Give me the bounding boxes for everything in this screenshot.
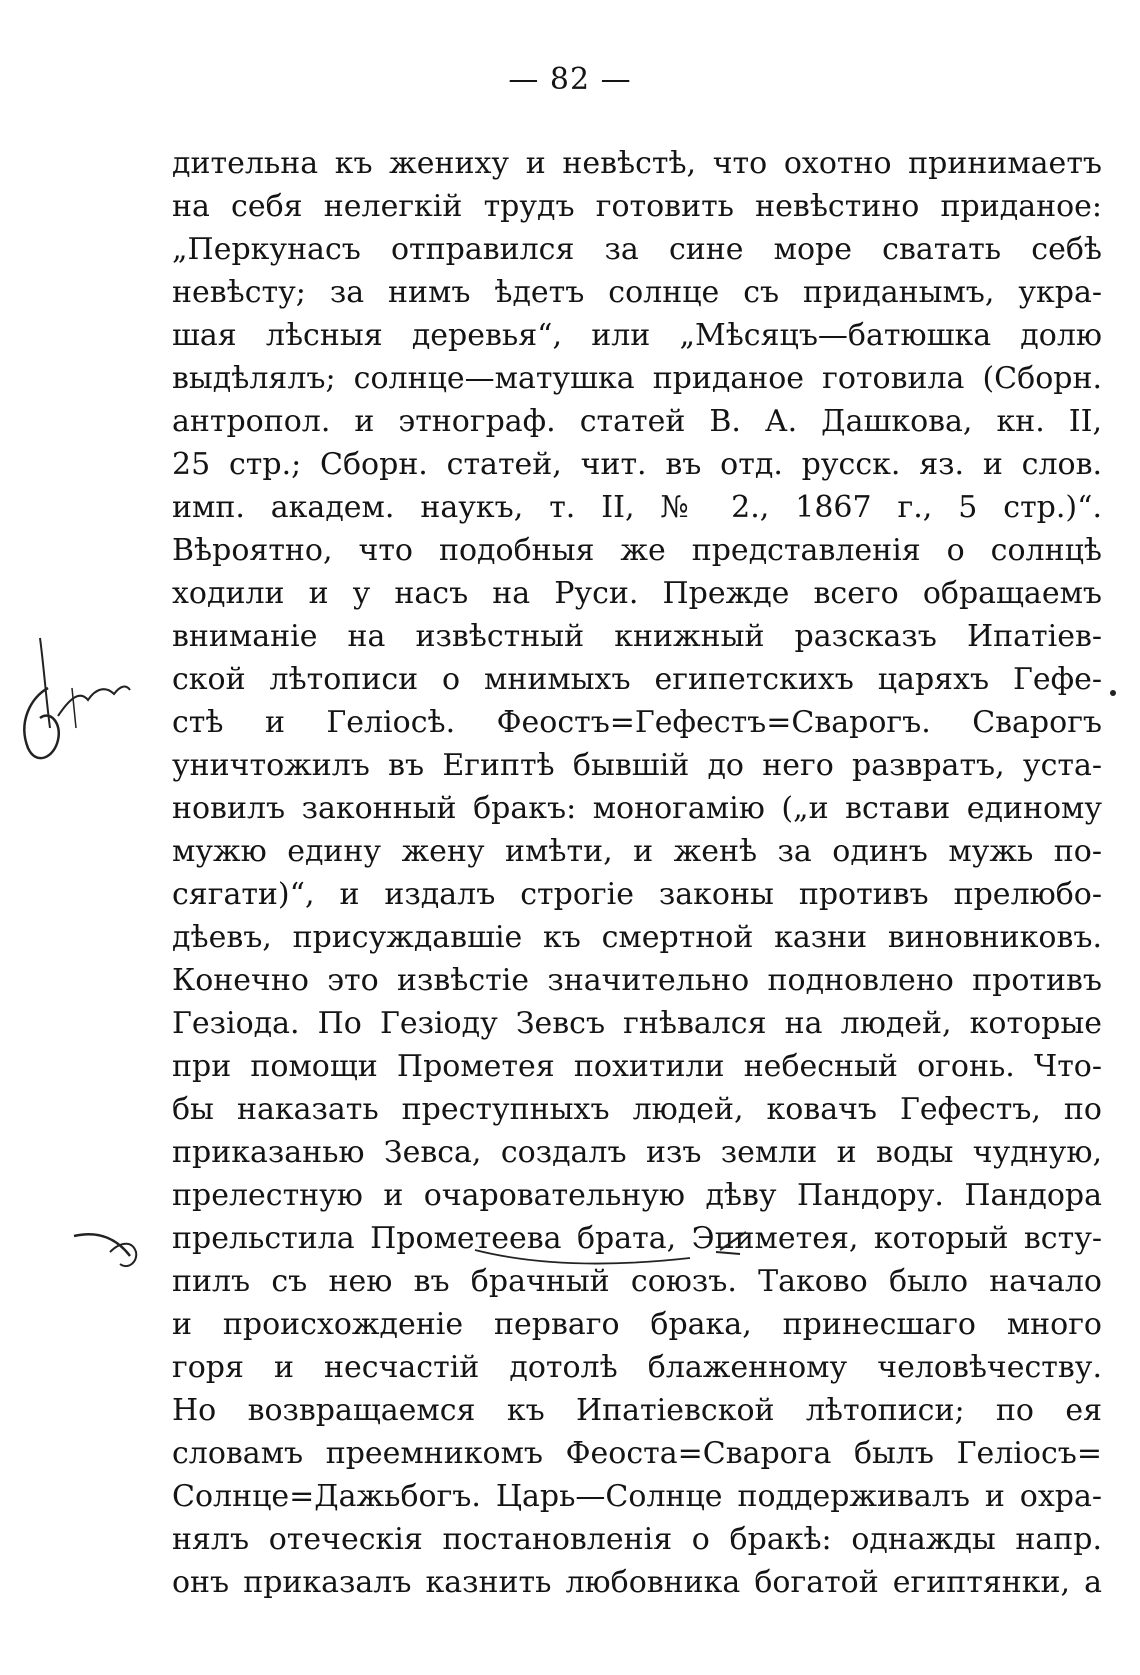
- text-line-content: „Перкунасъ отправился за сине море сватать себѣ: [172, 232, 1102, 267]
- text-line-content: Вѣроятно, что подобныя же представленія о солнцѣ: [172, 533, 1102, 568]
- text-line: [172, 228, 1102, 271]
- text-line-content: новилъ законный бракъ: моногамію („и встави единому: [172, 791, 1102, 826]
- text-line: [172, 1475, 1102, 1518]
- text-line-content: прелестную и очаровательную дѣву Пандору. Пандора: [172, 1178, 1102, 1213]
- body-text: [172, 142, 1102, 1604]
- text-line-content: при помощи Прометея похитили небесный огонь. Что-: [172, 1049, 1102, 1084]
- text-line-content: Солнце=Дажьбогъ. Царь—Солнце поддерживалъ и охра-: [172, 1479, 1102, 1514]
- text-line: [172, 1561, 1102, 1604]
- text-line-content: Гезіода. По Гезіоду Зевсъ гнѣвался на людей, которые: [172, 1006, 1102, 1041]
- text-line: [172, 701, 1102, 744]
- text-line-content: стѣ и Геліосѣ. Феостъ=Гефестъ=Сварогъ. Сварогъ: [172, 705, 1102, 740]
- text-line: [172, 486, 1102, 529]
- text-line: [172, 443, 1102, 486]
- text-line-content: дѣевъ, присуждавшіе къ смертной казни виновниковъ.: [172, 920, 1102, 955]
- text-line-content: Конечно это извѣстіе значительно подновлено противъ: [172, 963, 1102, 998]
- text-line: [172, 959, 1102, 1002]
- text-line-content: ской лѣтописи о мнимыхъ египетскихъ царяхъ Гефе-: [172, 662, 1102, 697]
- text-line: [172, 314, 1102, 357]
- text-line: [172, 873, 1102, 916]
- text-line-content: сягати)“, и издалъ строгіе законы противъ прелюбо-: [172, 877, 1102, 912]
- text-line: [172, 185, 1102, 228]
- text-line: [172, 1518, 1102, 1561]
- text-line: [172, 1131, 1102, 1174]
- text-line: [172, 1088, 1102, 1131]
- text-line: [172, 572, 1102, 615]
- text-line: [172, 271, 1102, 314]
- text-line-content: антропол. и этнограф. статей В. А. Дашкова, кн. II,: [172, 404, 1102, 439]
- text-line-content: 25 стр.; Сборн. статей, чит. въ отд. русск. яз. и слов.: [172, 447, 1102, 482]
- text-line: [172, 1045, 1102, 1088]
- text-line: [172, 529, 1102, 572]
- text-line: [172, 787, 1102, 830]
- text-line: [172, 830, 1102, 873]
- text-line: [172, 400, 1102, 443]
- page-number: — 82 —: [508, 62, 632, 97]
- text-line: [172, 357, 1102, 400]
- text-line-content: словамъ преемникомъ Феоста=Сварога былъ Геліосъ=: [172, 1436, 1102, 1471]
- text-line-content: уничтожилъ въ Египтѣ бывшій до него развратъ, уста-: [172, 748, 1102, 783]
- text-line-content: вниманіе на извѣстный книжный разсказъ Ипатіев-: [172, 619, 1102, 654]
- margin-handwriting-mark: [10, 628, 140, 778]
- text-line: [172, 142, 1102, 185]
- text-line-content: бы наказать преступныхъ людей, ковачъ Гефестъ, по: [172, 1092, 1102, 1127]
- text-line: [172, 658, 1102, 701]
- text-line: [172, 1174, 1102, 1217]
- text-line: [172, 615, 1102, 658]
- text-line: [172, 1346, 1102, 1389]
- text-line-content: невѣсту; за нимъ ѣдетъ солнце съ приданымъ, укра-: [172, 275, 1102, 310]
- text-line-content: приказанью Зевса, создалъ изъ земли и воды чудную,: [172, 1135, 1102, 1170]
- text-line: [172, 1303, 1102, 1346]
- margin-dot: [1108, 688, 1118, 698]
- text-line: [172, 1389, 1102, 1432]
- inline-correction-mark: [470, 1228, 800, 1298]
- text-line-content: нялъ отеческія постановленія о бракѣ: однажды напр.: [172, 1522, 1102, 1557]
- text-line-content: имп. академ. наукъ, т. II, № 2., 1867 г., 5 стр.)“.: [172, 490, 1102, 525]
- text-line-content: ходили и у насъ на Руси. Прежде всего обращаемъ: [172, 576, 1102, 611]
- text-line: [172, 916, 1102, 959]
- text-line-content: горя и несчастій дотолѣ блаженному человѣчеству.: [172, 1350, 1102, 1385]
- text-line: [172, 744, 1102, 787]
- text-line-content: Но возвращаемся къ Ипатіевской лѣтописи; по ея: [172, 1393, 1102, 1428]
- text-line-content: выдѣлялъ; солнце—матушка приданое готовила (Сборн.: [172, 361, 1102, 396]
- text-line: [172, 1432, 1102, 1475]
- text-line-content: пилъ съ нею въ брачный союзъ. Таково было начало: [172, 1264, 1102, 1299]
- text-line-content: и происхожденіе перваго брака, принесшаго много: [172, 1307, 1102, 1342]
- text-line-content: дительна къ жениху и невѣстѣ, что охотно принимаетъ: [172, 146, 1102, 181]
- text-line-content: онъ приказалъ казнить любовника богатой египтянки, а: [172, 1565, 1102, 1600]
- text-line-content: на себя нелегкій трудъ готовить невѣстино приданое:: [172, 189, 1102, 224]
- text-line-content: прельстила Прометеева брата, Эпиметея, который всту-: [172, 1221, 1102, 1256]
- margin-arrow-mark: [70, 1222, 150, 1282]
- text-line-content: мужю едину жену имѣти, и женѣ за одинъ мужь по-: [172, 834, 1102, 869]
- text-line-content: шая лѣсныя деревья“, или „Мѣсяцъ—батюшка долю: [172, 318, 1102, 353]
- text-line: [172, 1002, 1102, 1045]
